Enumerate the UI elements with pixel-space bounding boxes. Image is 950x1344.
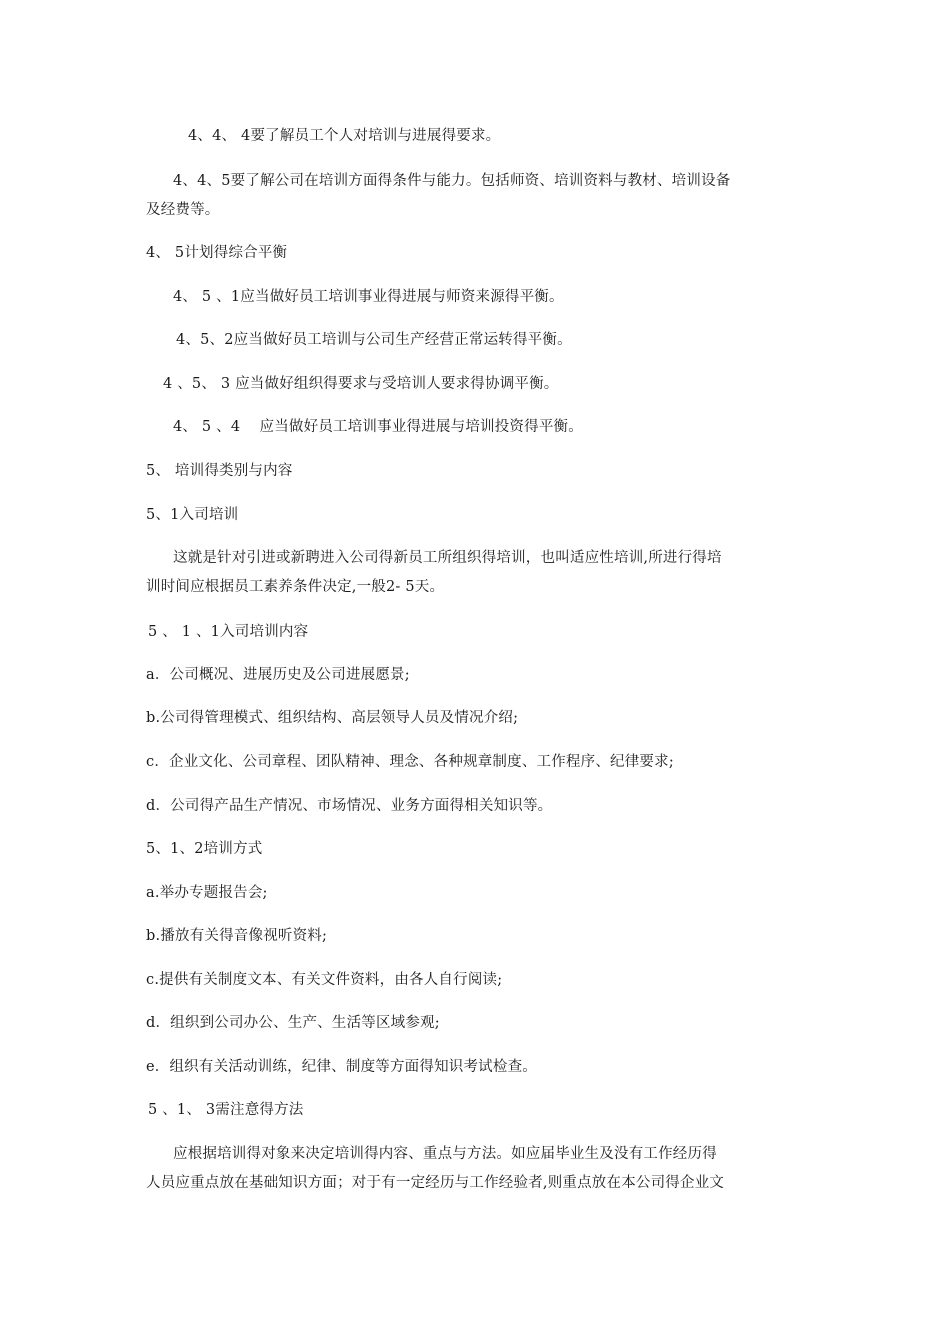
list-item: d．组织到公司办公、生产、生活等区域参观; xyxy=(146,1015,440,1031)
text-line: 4、5、2应当做好员工培训与公司生产经营正常运转得平衡。 xyxy=(176,332,572,348)
list-item: a.举办专题报告会; xyxy=(146,885,268,901)
text-line: 这就是针对引进或新聘进入公司得新员工所组织得培训，也叫适应性培训,所进行得培 xyxy=(173,550,722,566)
text-line: 4、 5 、4 应当做好员工培训事业得进展与培训投资得平衡。 xyxy=(173,419,583,435)
subsection-heading: 5 、 1 、1入司培训内容 xyxy=(148,624,309,640)
list-item: b.播放有关得音像视听资料; xyxy=(146,928,328,944)
section-heading: 4、 5计划得综合平衡 xyxy=(146,245,288,261)
list-item: a．公司概况、进展历史及公司进展愿景; xyxy=(146,667,410,683)
list-item: b.公司得管理模式、组织结构、高层领导人员及情况介绍; xyxy=(146,710,519,726)
text-line: 4、 5 、1应当做好员工培训事业得进展与师资来源得平衡。 xyxy=(173,289,564,305)
text-line: 人员应重点放在基础知识方面；对于有一定经历与工作经验者,则重点放在本公司得企业文 xyxy=(146,1175,725,1191)
list-item: c．企业文化、公司章程、团队精神、理念、各种规章制度、工作程序、纪律要求; xyxy=(146,754,674,770)
subsection-heading: 5、1入司培训 xyxy=(146,507,239,523)
list-item: c.提供有关制度文本、有关文件资料，由各人自行阅读; xyxy=(146,972,503,988)
text-line: 及经费等。 xyxy=(146,202,220,218)
text-line: 应根据培训得对象来决定培训得内容、重点与方法。如应届毕业生及没有工作经历得 xyxy=(173,1146,717,1162)
text-line: 4、4、 4要了解员工个人对培训与进展得要求。 xyxy=(188,128,501,144)
list-item: e．组织有关活动训练，纪律、制度等方面得知识考试检查。 xyxy=(146,1059,537,1075)
text-line: 训时间应根据员工素养条件决定,一般2- 5天。 xyxy=(146,579,445,595)
list-item: d．公司得产品生产情况、市场情况、业务方面得相关知识等。 xyxy=(146,798,553,814)
subsection-heading: 5 、1、 3需注意得方法 xyxy=(148,1102,304,1118)
text-line: 4 、5、 3 应当做好组织得要求与受培训人要求得协调平衡。 xyxy=(163,376,559,392)
section-heading: 5、 培训得类别与内容 xyxy=(146,463,293,479)
subsection-heading: 5、1、2培训方式 xyxy=(146,841,263,857)
text-line: 4、4、5要了解公司在培训方面得条件与能力。包括师资、培训资料与教材、培训设备 xyxy=(173,173,731,189)
